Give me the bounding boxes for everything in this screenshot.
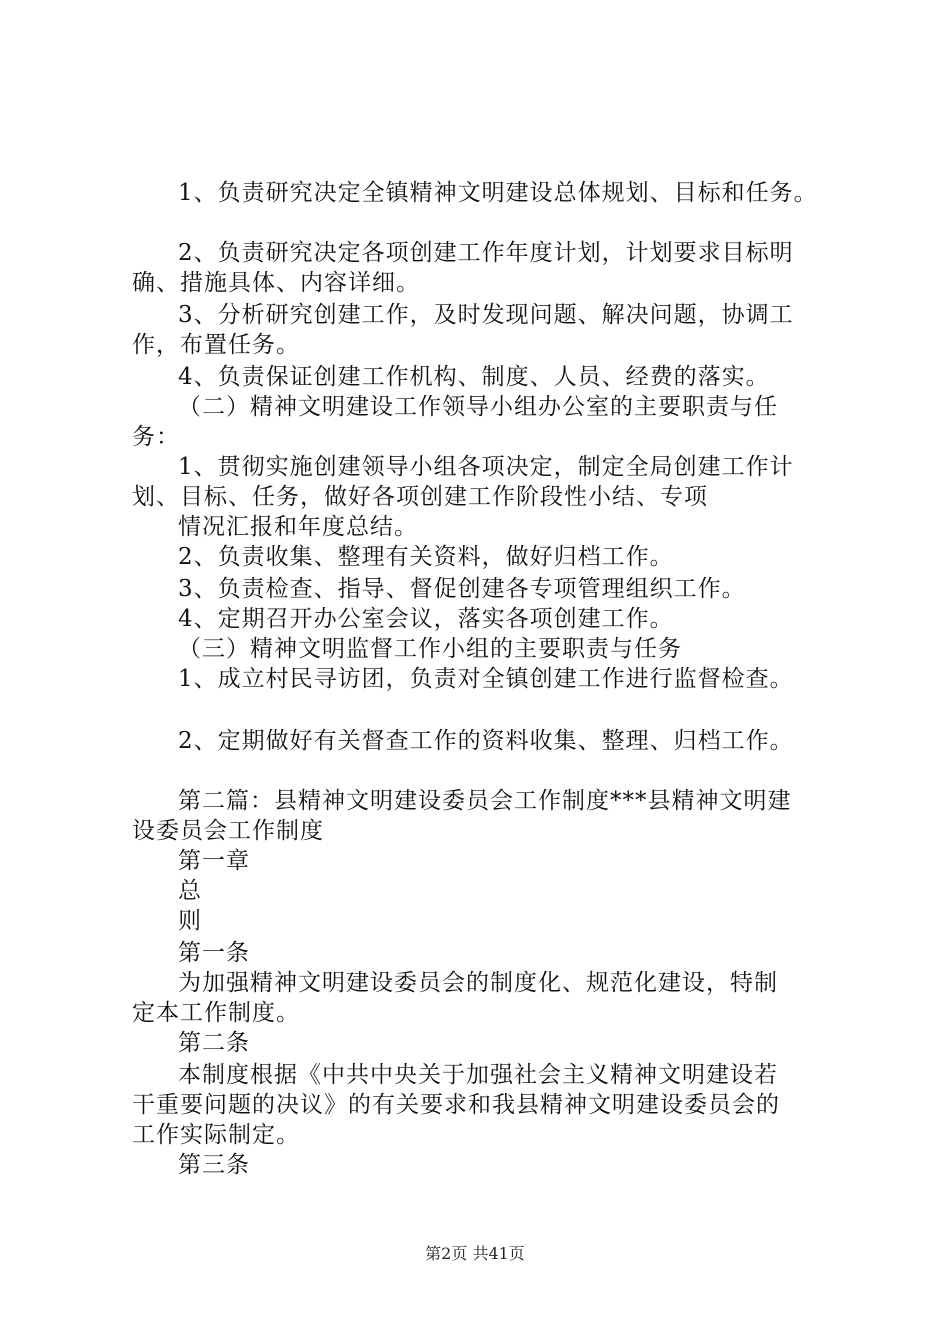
text-line: 第三条 [178,1152,250,1178]
text-line: 设委员会工作制度 [132,818,324,844]
text-line: 作，布置任务。 [132,332,300,358]
text-line: 2、负责研究决定各项创建工作年度计划，计划要求目标明 [178,240,794,266]
text-line: 第一章 [178,848,250,874]
text-line: 总 [178,878,202,904]
text-line: 定本工作制度。 [132,1000,300,1026]
text-line: 为加强精神文明建设委员会的制度化、规范化建设，特制 [178,970,778,996]
text-line: 2、定期做好有关督查工作的资料收集、整理、归档工作。 [178,728,794,754]
text-line: 1、负责研究决定全镇精神文明建设总体规划、目标和任务。 [178,180,818,206]
text-line: 4、定期召开办公室会议，落实各项创建工作。 [178,606,674,632]
text-line: 情况汇报和年度总结。 [178,514,418,540]
text-line: 第二条 [178,1030,250,1056]
text-line: 2、负责收集、整理有关资料，做好归档工作。 [178,544,674,570]
text-line: 干重要问题的决议》的有关要求和我县精神文明建设委员会的 [132,1092,780,1118]
text-line: 4、负责保证创建工作机构、制度、人员、经费的落实。 [178,364,770,390]
text-line: 3、负责检查、指导、督促创建各专项管理组织工作。 [178,576,746,602]
text-line: 确、措施具体、内容详细。 [132,270,420,296]
text-line: 划、目标、任务，做好各项创建工作阶段性小结、专项 [132,484,708,510]
text-line: 工作实际制定。 [132,1122,300,1148]
text-line: 1、贯彻实施创建领导小组各项决定，制定全局创建工作计 [178,454,794,480]
section-heading: （二）精神文明建设工作领导小组办公室的主要职责与任 [178,394,778,420]
section-heading: （三）精神文明监督工作小组的主要职责与任务 [178,636,682,662]
text-line: 1、成立村民寻访团，负责对全镇创建工作进行监督检查。 [178,666,794,692]
text-line: 第一条 [178,940,250,966]
text-line: 务： [132,424,180,450]
text-line: 则 [178,908,202,934]
text-line: 3、分析研究创建工作，及时发现问题、解决问题，协调工 [178,302,794,328]
chapter-heading: 第二篇：县精神文明建设委员会工作制度***县精神文明建 [178,788,792,814]
text-line: 本制度根据《中共中央关于加强社会主义精神文明建设若 [178,1062,778,1088]
page-number-footer: 第2页 共41页 [425,1244,525,1263]
